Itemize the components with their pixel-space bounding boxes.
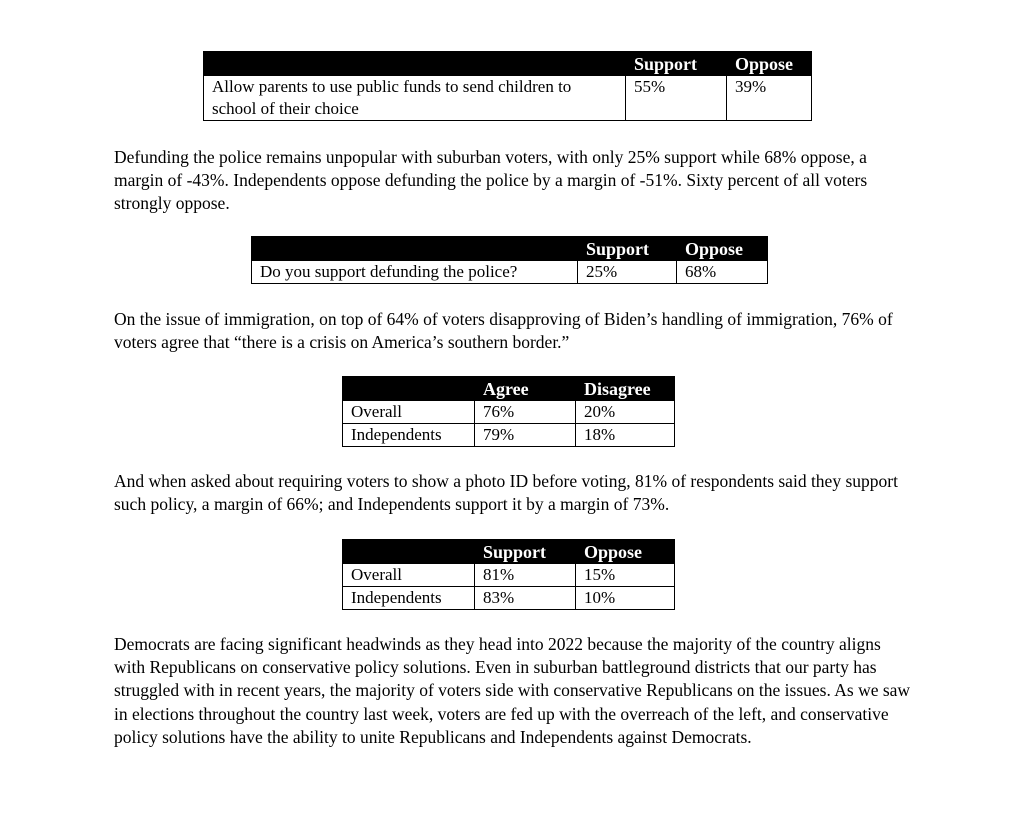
- table-header-cell: [343, 377, 475, 401]
- table-row-label: Overall: [343, 564, 475, 587]
- table-header-cell: [252, 237, 578, 261]
- table-header-cell: Support: [475, 540, 576, 564]
- border-table: [342, 376, 675, 447]
- table-header-cell: Oppose: [677, 237, 768, 261]
- table-cell: 81%: [475, 564, 576, 587]
- table-header-cell: Oppose: [576, 540, 675, 564]
- table-row-label: Independents: [343, 587, 475, 610]
- table-header-cell: [343, 540, 475, 564]
- voter-id-table: [342, 539, 675, 610]
- paragraph-conclusion: Democrats are facing significant headwinds as they head into 2022 because the majority of the country aligns with Republicans on conservative policy solutions. Even in suburban battleground districts that our party has struggled with in recent years, the majority of voters side with conservative Republicans on the issues. As we saw in elections throughout the country last week, voters are fed up with the overreach of the left, and conservative policy solutions have the ability to unite Republicans and Independents against Democrats.: [114, 634, 911, 747]
- table-row: [343, 564, 675, 587]
- table-header-cell: Agree: [475, 377, 576, 401]
- table-row: [204, 76, 812, 121]
- paragraph-voter-id: And when asked about requiring voters to show a photo ID before voting, 81% of respondents said they support such policy, a margin of 66%; and Independents support it by a margin of 73%.: [114, 471, 898, 515]
- table-header-cell: [204, 52, 626, 76]
- table-cell: 15%: [576, 564, 675, 587]
- table-header-cell: Support: [626, 52, 727, 76]
- table-row: [343, 401, 675, 424]
- table-cell: 20%: [576, 401, 675, 424]
- table-cell: 10%: [576, 587, 675, 610]
- table-row-label: Overall: [343, 401, 475, 424]
- table-cell: 79%: [475, 424, 576, 447]
- paragraph-police: Defunding the police remains unpopular with suburban voters, with only 25% support while 68% oppose, a margin of -43%. Independents oppose defunding the police by a margin of -51%. Sixty percent of all voters strongly oppose.: [114, 147, 868, 214]
- police-table: [251, 236, 768, 284]
- table-header-cell: Support: [578, 237, 677, 261]
- table-header-cell: Disagree: [576, 377, 675, 401]
- table-cell: 39%: [727, 76, 812, 121]
- table-header-row: [252, 237, 768, 261]
- table-header-row: [204, 52, 812, 76]
- table-row-label: Allow parents to use public funds to send children to school of their choice: [204, 76, 626, 121]
- table-row-label: Do you support defunding the police?: [252, 261, 578, 284]
- table-header-row: [343, 377, 675, 401]
- table-cell: 76%: [475, 401, 576, 424]
- paragraph-immigration: On the issue of immigration, on top of 64% of voters disapproving of Biden’s handling of immigration, 76% of voters agree that “there is a crisis on America’s southern border.”: [114, 309, 893, 353]
- table-header-cell: Oppose: [727, 52, 812, 76]
- school-choice-table: [203, 51, 812, 121]
- table-cell: 25%: [578, 261, 677, 284]
- table-row: [252, 261, 768, 284]
- table-cell: 55%: [626, 76, 727, 121]
- table-row: [343, 587, 675, 610]
- table-header-row: [343, 540, 675, 564]
- table-cell: 18%: [576, 424, 675, 447]
- table-cell: 83%: [475, 587, 576, 610]
- table-row-label: Independents: [343, 424, 475, 447]
- table-row: [343, 424, 675, 447]
- table-cell: 68%: [677, 261, 768, 284]
